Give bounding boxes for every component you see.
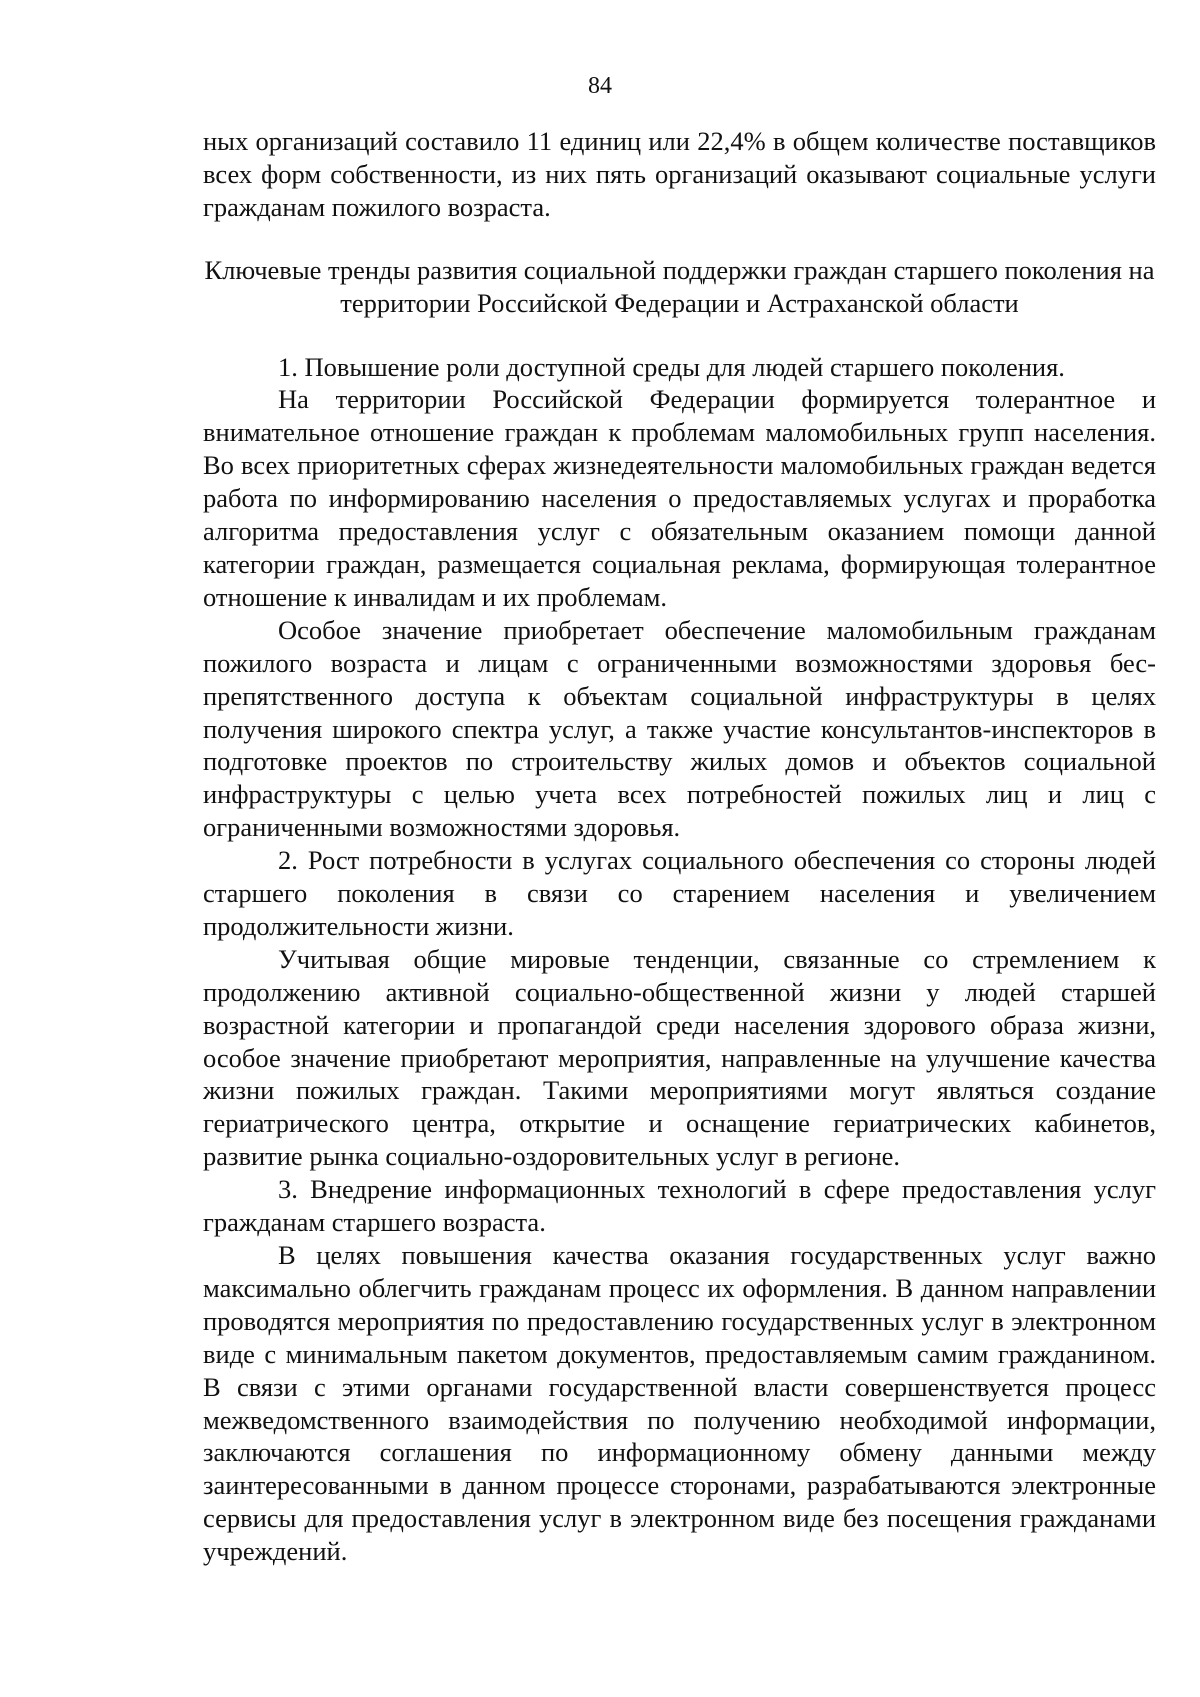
paragraph-item-1: 1. Повышение роли доступной среды для людей старшего поколения.	[278, 351, 1065, 382]
paragraph-electronic-services: В целях повышения качества оказания государственных услуг важно максимально облегчить гражданам процесс их оформления. В данном направлении проводятся мероприятия по предоставлению государственных услуг в электронном виде с минимальным пакетом документов, предоставляемым самим гражданином. В связи с этими органами государственной власти совершенствуется процесс межведомственного взаимодействия по получению необходимой информации, заключаются соглашения по информационному обмену данными между заинтересованными в данном процессе сторонами, разрабатываются электронные сервисы для предоставления услуг в электронном виде без посещения гражданами учреждений.	[203, 1240, 1156, 1567]
section-heading: Ключевые тренды развития социальной поддержки граждан старшего поколения на территории Российской Федерации и Астраханской области	[204, 254, 1155, 318]
paragraph-global-trends: Учитывая общие мировые тенденции, связанные со стремлением к продолжению активной социально-общественной жизни у людей старшей возрастной категории и пропагандой среди населения здорового образа жизни, особое значение приобретают мероприятия, направленные на улучшение качества жизни пожилых граждан. Такими мероприятиями могут являться создание гериатрического центра, открытие и оснащение гериатрических кабинетов, развитие рынка социально-оздоровительных услуг в регионе.	[203, 943, 1156, 1172]
paragraph-barrier-free-access: Особое значение приобретает обеспечение маломобильным гражданам пожилого возраста и лицам с ограниченными возможностями здоровья беспрепятственного доступа к объектам социальной инфраструктуры в целях получения широкого спектра услуг, а также участие консультантов-инспекторов в подготовке проектов по строительству жилых домов и объектов социальной инфраструктуры с целью учета всех потребностей пожилых лиц и лиц с ограниченными возможностями здоровья.	[203, 614, 1156, 843]
page-number: 84	[588, 73, 612, 99]
paragraph-accessible-environment: На территории Российской Федерации формируется толерантное и внимательное отношение граждан к проблемам маломобильных групп населения. Во всех приоритетных сферах жизнедеятельности маломобильных граждан ведется работа по информированию населения о предоставляемых услугах и проработка алгоритма предоставления услуг с обязательным оказанием помощи данной категории граждан, размещается социальная реклама, формирующая толерантное отношение к инвалидам и их проблемам.	[203, 384, 1156, 612]
paragraph-item-3: 3. Внедрение информационных технологий в сфере предоставления услуг гражданам старшего возраста.	[203, 1174, 1156, 1238]
paragraph-item-2: 2. Рост потребности в услугах социального обеспечения со стороны людей старшего поколения в связи со старением населения и увеличением продолжительности жизни.	[203, 845, 1156, 941]
intro-paragraph: ных организаций составило 11 единиц или 22,4% в общем количестве поставщиков всех форм собственности, из них пять организаций оказывают социальные услуги гражданам пожилого возраста.	[203, 126, 1156, 222]
page-body	[203, 125, 1156, 1568]
